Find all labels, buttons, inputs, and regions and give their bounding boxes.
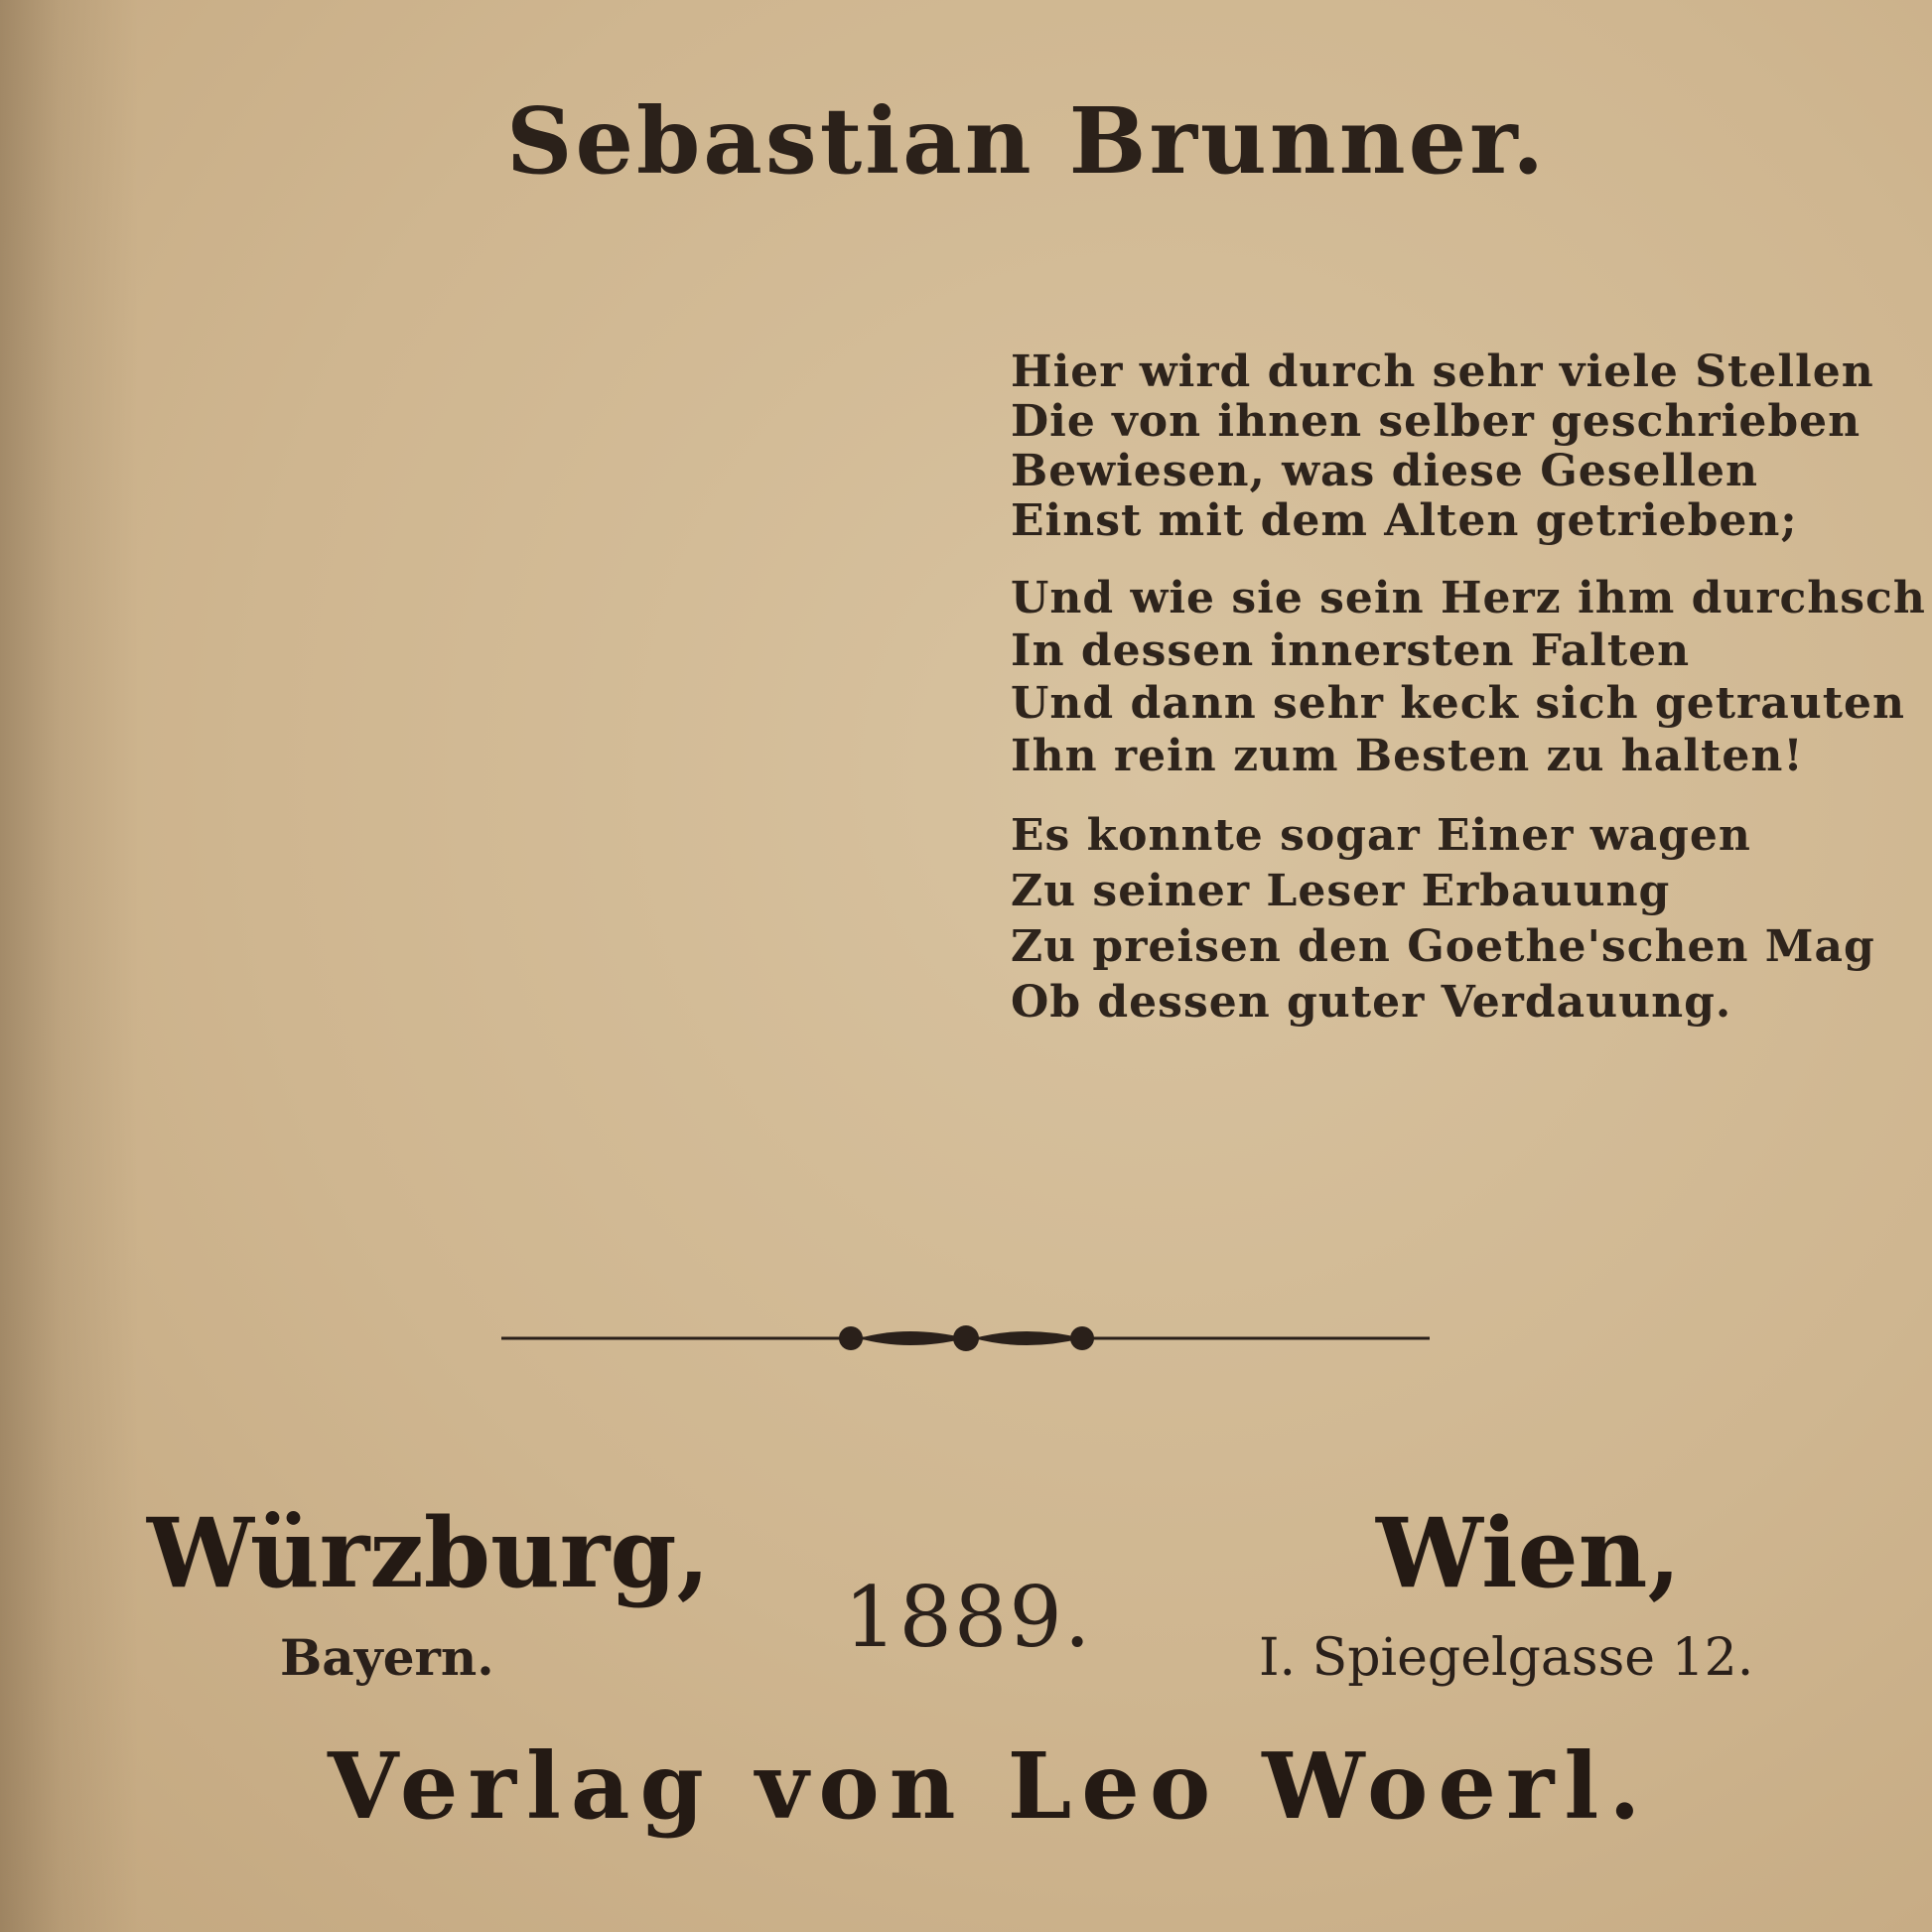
imprint-region-left: Bayern. <box>280 1628 494 1687</box>
imprint-city-left: Würzburg, <box>147 1497 710 1609</box>
poem-line: In dessen innersten Falten <box>1011 625 1691 676</box>
poem-line: Einst mit dem Alten getrieben; <box>1011 495 1798 546</box>
page-title: Sebastian Brunner. <box>506 87 1548 195</box>
imprint-city-right: Wien, <box>1376 1497 1681 1609</box>
poem-line: Bewiesen, was diese Gesellen <box>1011 446 1758 496</box>
poem-stanza-3 <box>1011 808 1932 1031</box>
imprint-address-right: I. Spiegelgasse 12. <box>1259 1628 1754 1688</box>
poem-line: Hier wird durch sehr viele Stellen <box>1011 347 1874 397</box>
poem-line: Ob dessen guter Verdauung. <box>1011 977 1732 1028</box>
poem-line: Zu preisen den Goethe'schen Mag <box>1011 921 1875 972</box>
poem-line: Die von ihnen selber geschrieben <box>1011 396 1862 447</box>
poem-stanza-1 <box>1011 347 1932 546</box>
imprint-year: 1889. <box>844 1569 1093 1666</box>
publisher-line: Verlag von Leo Woerl. <box>328 1732 1651 1840</box>
poem-line: Ihn rein zum Besten zu halten! <box>1011 731 1804 781</box>
ornamental-divider <box>501 1320 1430 1356</box>
poem-line: Und wie sie sein Herz ihm durchsch <box>1011 573 1926 623</box>
poem <box>1011 347 1932 1056</box>
poem-line: Und dann sehr keck sich getrauten <box>1011 678 1906 729</box>
poem-line: Zu seiner Leser Erbauung <box>1011 866 1671 916</box>
poem-line: Es konnte sogar Einer wagen <box>1011 810 1751 861</box>
poem-stanza-2 <box>1011 572 1932 782</box>
